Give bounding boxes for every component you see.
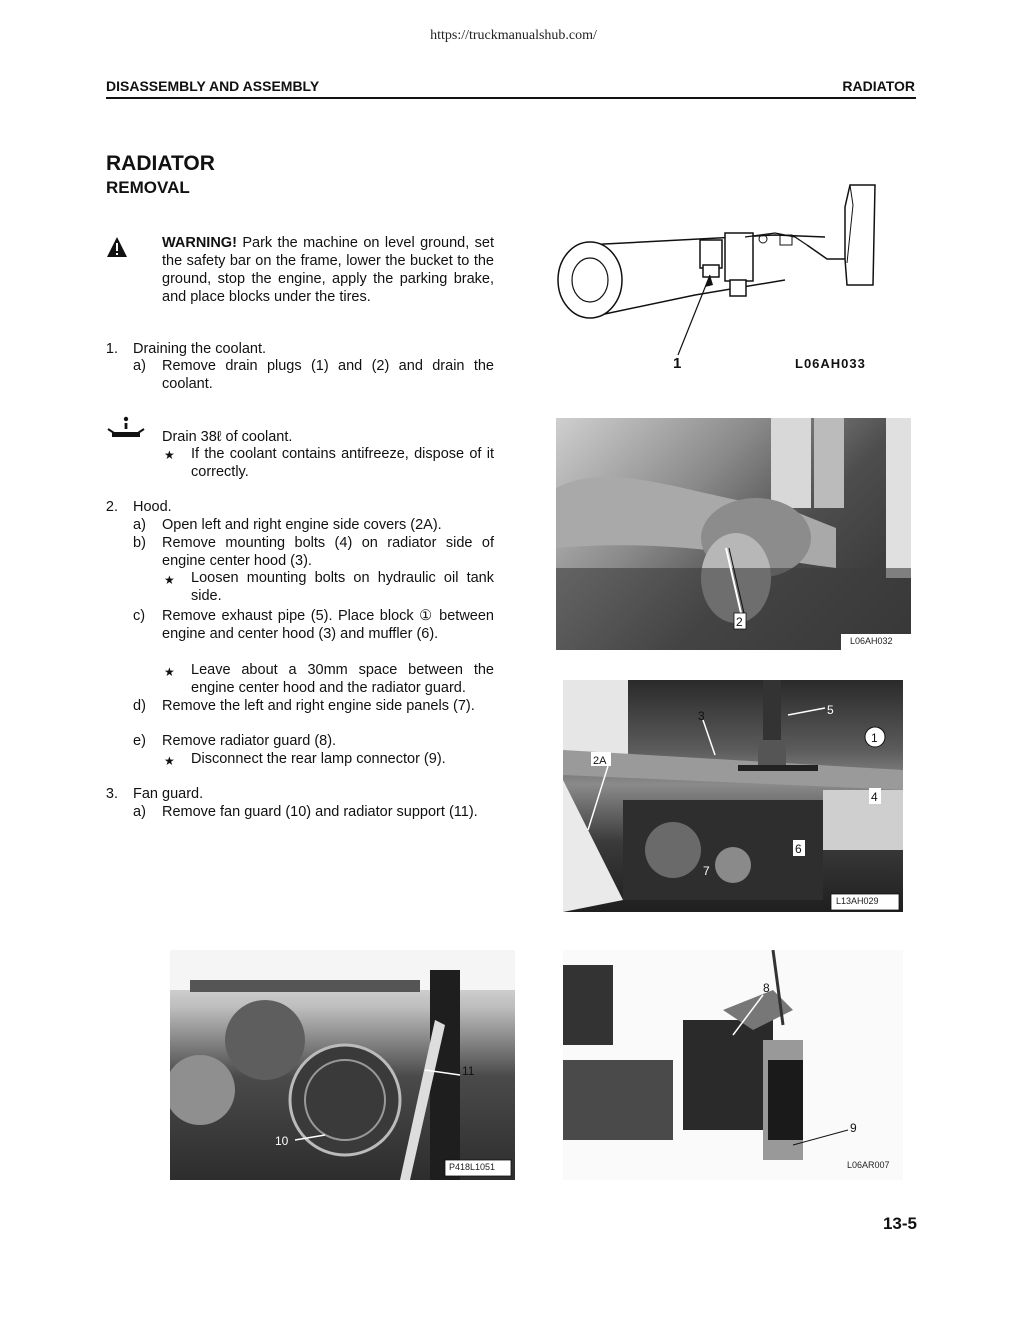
step-2c-mark: c) bbox=[133, 608, 146, 624]
callout-7: 7 bbox=[703, 864, 710, 878]
warning-block bbox=[162, 234, 494, 306]
callout-5: 5 bbox=[827, 703, 834, 717]
step-1a-mark: a) bbox=[133, 358, 146, 374]
callout-2: 2 bbox=[736, 615, 743, 629]
star-icon: ★ bbox=[164, 665, 175, 679]
coolant-star-note: If the coolant contains antifreeze, dispose of it correctly. bbox=[191, 446, 494, 480]
star-icon: ★ bbox=[164, 448, 175, 462]
callout-6: 6 bbox=[795, 842, 802, 856]
callout-8: 8 bbox=[763, 981, 770, 995]
hood-photo bbox=[563, 680, 903, 912]
figure-caption: L13AH029 bbox=[836, 896, 879, 906]
fan-guard-photo bbox=[170, 950, 515, 1180]
step-3a-mark: a) bbox=[133, 804, 146, 820]
step-3-number: 3. bbox=[105, 786, 118, 802]
step-2c-text: Remove exhaust pipe (5). Place block ① between engine and center hood (3) and muffler (6). bbox=[162, 608, 494, 642]
step-3a-text: Remove fan guard (10) and radiator support (11). bbox=[162, 804, 478, 820]
step-2b-text: Remove mounting bolts (4) on radiator side of engine center hood (3). bbox=[162, 535, 494, 569]
callout-2a: 2A bbox=[593, 755, 607, 767]
step-2b-mark: b) bbox=[133, 535, 146, 551]
callout-10: 10 bbox=[275, 1134, 289, 1148]
source-url[interactable]: https://truckmanualshub.com/ bbox=[430, 28, 597, 43]
step-3-title: Fan guard. bbox=[133, 786, 204, 802]
star-icon: ★ bbox=[164, 573, 175, 587]
figure-caption: L06AH032 bbox=[850, 636, 893, 646]
warning-label: WARNING! bbox=[162, 235, 237, 251]
callout-9: 9 bbox=[850, 1121, 857, 1135]
warning-icon bbox=[106, 236, 128, 258]
step-1-title: Draining the coolant. bbox=[133, 341, 266, 357]
callout-11: 11 bbox=[462, 1064, 475, 1078]
step-1a-text: Remove drain plugs (1) and (2) and drain the coolant. bbox=[162, 358, 494, 392]
step-2a-text: Open left and right engine side covers (2A). bbox=[162, 517, 442, 533]
step-2a-mark: a) bbox=[133, 517, 146, 533]
radiator-guard-photo bbox=[563, 950, 903, 1180]
step-2-number: 2. bbox=[105, 499, 118, 515]
step-2c-star-text: Leave about a 30mm space between the engine center hood and the radiator guard. bbox=[191, 662, 494, 696]
callout-1: 1 bbox=[673, 355, 682, 372]
drain-plug-diagram bbox=[545, 175, 895, 375]
figure-caption: L06AR007 bbox=[847, 1160, 890, 1170]
step-2e-mark: e) bbox=[133, 733, 146, 749]
header-topic: RADIATOR bbox=[842, 78, 915, 94]
header-section: DISASSEMBLY AND ASSEMBLY bbox=[106, 78, 320, 94]
step-2-title: Hood. bbox=[133, 499, 172, 515]
step-2d-mark: d) bbox=[133, 698, 146, 714]
star-icon: ★ bbox=[164, 754, 175, 768]
step-2e-star-text: Disconnect the rear lamp connector (9). bbox=[191, 751, 446, 767]
page-subtitle: REMOVAL bbox=[106, 178, 190, 197]
step-2e-text: Remove radiator guard (8). bbox=[162, 733, 337, 749]
coolant-drain-icon bbox=[106, 416, 146, 440]
step-1-number: 1. bbox=[105, 341, 118, 357]
page-number: 13-5 bbox=[882, 1214, 917, 1233]
figure-caption: P418L1051 bbox=[449, 1162, 496, 1172]
step-2d-text: Remove the left and right engine side panels (7). bbox=[162, 698, 475, 714]
header-rule bbox=[106, 97, 916, 99]
drain-plug-photo bbox=[556, 418, 911, 650]
coolant-amount-note: Drain 38ℓ of coolant. bbox=[162, 429, 293, 445]
callout-block-1: 1 bbox=[871, 731, 878, 745]
callout-4: 4 bbox=[871, 790, 878, 804]
step-2b-star-text: Loosen mounting bolts on hydraulic oil tank side. bbox=[191, 570, 494, 604]
warning-text: Park the machine on level ground, set the safety bar on the frame, lower the bucket to the ground, stop the engine, apply the parking brake, and place blocks under the tires. bbox=[162, 235, 494, 305]
callout-3: 3 bbox=[698, 709, 705, 723]
figure-caption: L06AH033 bbox=[795, 356, 866, 371]
page-title: RADIATOR bbox=[106, 152, 215, 175]
